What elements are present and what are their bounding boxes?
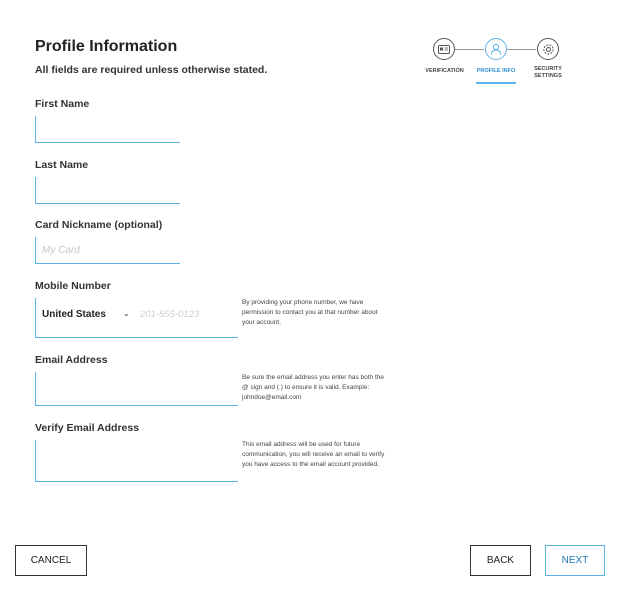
mobile-number-note: By providing your phone number, we have permission to contact you at that number about your account. [242, 299, 378, 326]
mobile-number-input[interactable] [140, 305, 235, 323]
user-icon [490, 43, 502, 55]
verify-email-note: This email address will be used for future communication, you will receive an email to verify you have access to the email account provided. [242, 441, 385, 468]
card-nickname-label: Card Nickname (optional) [35, 219, 163, 231]
card-nickname-field [35, 237, 180, 264]
chevron-down-icon[interactable]: ⌄ [123, 309, 130, 318]
stepper-connector [507, 49, 536, 50]
back-button[interactable]: BACK [470, 545, 531, 576]
step-profile-info[interactable] [485, 38, 507, 60]
last-name-field [35, 177, 180, 204]
verify-email-input[interactable] [36, 440, 238, 481]
step-label-security: SECURITY [534, 66, 562, 72]
first-name-input[interactable] [36, 116, 180, 142]
email-note: Be sure the email address you enter has both the @ sign and (.) to ensure it is valid. Example: johndoe@email.com [242, 374, 385, 401]
active-step-underline [476, 82, 516, 84]
step-verification[interactable] [433, 38, 455, 60]
id-card-icon [438, 45, 450, 54]
email-input[interactable] [36, 372, 238, 405]
first-name-label: First Name [35, 98, 90, 110]
step-label-security-settings [526, 66, 570, 80]
step-label-profile-info: PROFILE INFO [476, 68, 516, 74]
last-name-input[interactable] [36, 177, 180, 203]
gear-icon [542, 43, 555, 56]
step-label-verification: VERIFICATION [425, 68, 464, 74]
country-select[interactable]: United States [42, 309, 106, 320]
last-name-label: Last Name [35, 159, 89, 171]
step-label-settings: SETTINGS [534, 73, 562, 79]
page-subtitle: All fields are required unless otherwise stated. [35, 64, 268, 76]
page-title: Profile Information [35, 38, 178, 55]
step-security-settings[interactable] [537, 38, 559, 60]
first-name-field [35, 116, 180, 143]
verify-email-label: Verify Email Address [35, 422, 140, 434]
cancel-button[interactable]: CANCEL [15, 545, 87, 576]
verify-email-field [35, 440, 238, 482]
stepper-connector [455, 49, 484, 50]
next-button[interactable]: NEXT [545, 545, 605, 576]
email-field [35, 372, 238, 406]
card-nickname-input[interactable] [36, 237, 180, 263]
mobile-number-label: Mobile Number [35, 280, 111, 292]
email-label: Email Address [35, 354, 108, 366]
